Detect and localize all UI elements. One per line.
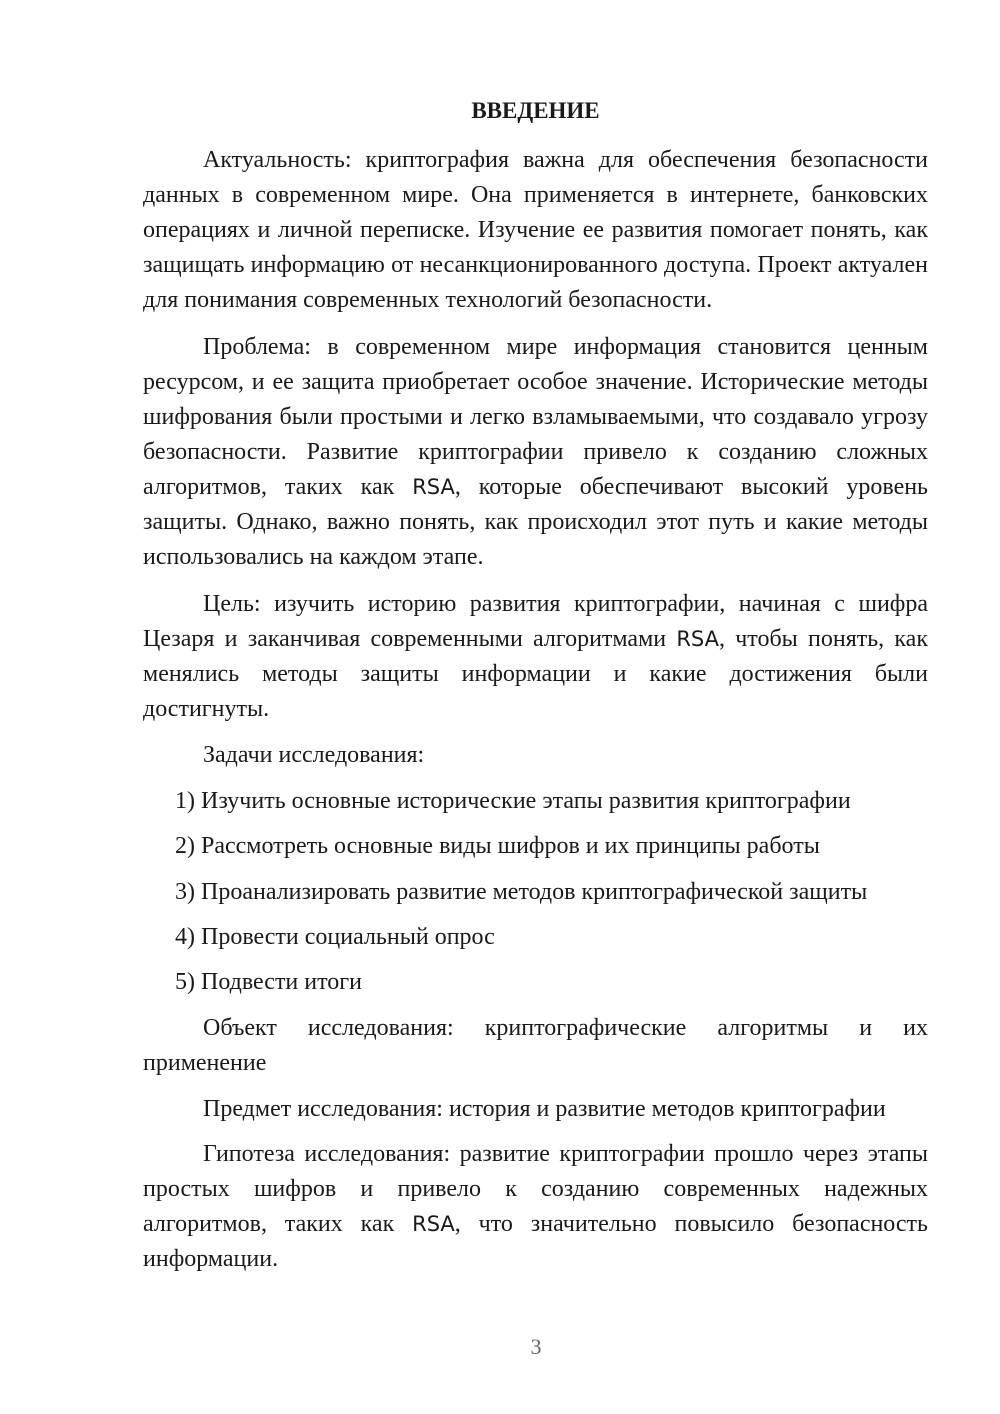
paragraph-hypothesis: Гипотеза исследования: развитие криптографии прошло через этапы простых шифров и привело к созданию современных надежных алгоритмов, таких как RSA, что значительно повысило безопасность информации. (143, 1141, 928, 1272)
tasks-title: Задачи исследования: (203, 742, 425, 768)
task-item-5: 5) Подвести итоги (175, 969, 362, 995)
task-item-3: 3) Проанализировать развитие методов криптографической защиты (175, 879, 868, 905)
paragraph-problem: Проблема: в современном мире информация становится ценным ресурсом, и ее защита приобретает особое значение. Исторические методы шифрования были простыми и легко взламываемыми, что создавало угрозу безопасности. Развитие криптографии привело к созданию сложных алгоритмов, таких как RSA, которые обеспечивают высокий уровень защиты. Однако, важно понять, как происходил этот путь и какие методы использовались на каждом этапе. (143, 334, 929, 570)
task-item-1: 1) Изучить основные исторические этапы развития криптографии (175, 788, 851, 814)
page-number: 3 (530, 1334, 542, 1359)
paragraph-actuality: Актуальность: криптография важна для обеспечения безопасности данных в современном мире. Она применяется в интернете, банковских операциях и личной переписке. Изучение ее развития помогает понять, как защищать информацию от несанкционированного доступа. Проект актуален для понимания современных технологий безопасности. (143, 147, 928, 313)
task-item-2: 2) Рассмотреть основные виды шифров и их принципы работы (175, 833, 820, 859)
paragraph-subject: Предмет исследования: история и развитие методов криптографии (203, 1096, 886, 1122)
paragraph-object: Объект исследования: криптографические алгоритмы и их применение (143, 1015, 928, 1076)
paragraph-goal: Цель: изучить историю развития криптографии, начиная с шифра Цезаря и заканчивая современными алгоритмами RSA, чтобы понять, как менялись методы защиты информации и какие достижения были достигнуты. (143, 591, 928, 722)
section-heading: ВВЕДЕНИЕ (471, 98, 600, 123)
task-item-4: 4) Провести социальный опрос (175, 924, 495, 950)
